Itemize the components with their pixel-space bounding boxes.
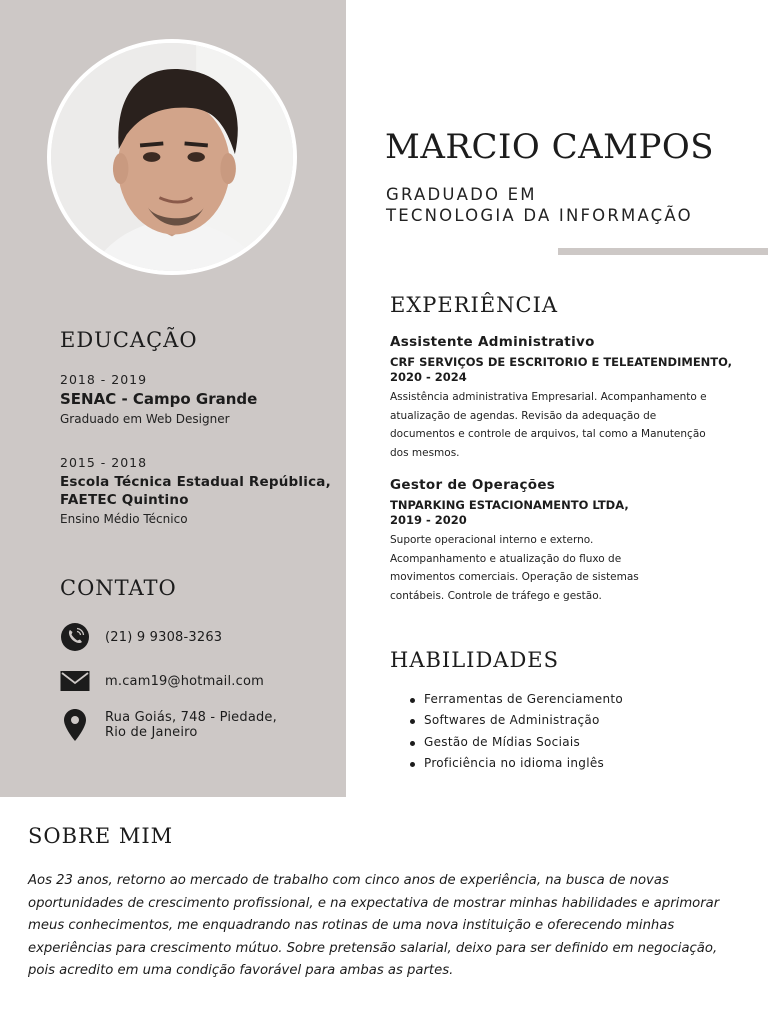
skills-list: [410, 692, 623, 777]
job-company-line1: TNPARKING ESTACIONAMENTO LTDA,: [390, 498, 629, 512]
professional-title: [386, 184, 693, 226]
mail-icon: [60, 670, 90, 692]
job-company-line2: 2019 - 2020: [390, 513, 467, 527]
job-description-line: Suporte operacional interno e externo.: [390, 534, 594, 546]
job-description-line: dos mesmos.: [390, 446, 460, 459]
job-title: Gestor de Operações: [390, 477, 556, 493]
education-years: 2015 - 2018: [60, 455, 148, 470]
about-line: experiências para crescimento mútuo. Sobre pretensão salarial, deixo para ser definido em negociação,: [28, 940, 718, 956]
job-entry: [390, 334, 735, 462]
job-company: [390, 498, 735, 528]
job-company-line1: CRF SERVIÇOS DE ESCRITORIO E TELEATENDIMENTO,: [390, 355, 733, 369]
education-description: Graduado em Web Designer: [60, 412, 230, 426]
education-description: Ensino Médio Técnico: [60, 512, 188, 526]
education-school: SENAC - Campo Grande: [60, 390, 258, 408]
job-description-line: Assistência administrativa Empresarial. Acompanhamento e: [390, 391, 707, 403]
contact-address-line2: Rio de Janeiro: [105, 725, 198, 740]
skill-item: Proficiência no idioma inglês: [410, 756, 623, 777]
about-text: [28, 870, 740, 983]
professional-title-line2: TECNOLOGIA DA INFORMAÇÃO: [386, 206, 693, 225]
skill-item: Softwares de Administração: [410, 713, 623, 734]
about-line: Aos 23 anos, retorno ao mercado de trabalho com cinco anos de experiência, na busca de novas: [28, 873, 669, 888]
about-line: meus conhecimentos, me enquadrando nas rotinas de uma nova instituição e oferecendo minhas: [28, 918, 675, 934]
phone-icon: [60, 622, 90, 652]
education-school-line2: FAETEC Quintino: [60, 492, 189, 508]
job-description-line: documentos e controle de arquivos, tal como a Manutenção: [390, 428, 706, 440]
about-line: oportunidades de crescimento profissional, e na expectativa de mostrar minhas habilidades e aprimorar: [28, 895, 720, 911]
skills-heading: HABILIDADES: [390, 648, 560, 672]
job-title: Assistente Administrativo: [390, 334, 595, 350]
contact-email[interactable]: m.cam19@hotmail.com: [105, 673, 264, 689]
job-description-line: atualização de agendas. Revisão da adequação de: [390, 409, 657, 422]
contact-address: [105, 710, 277, 740]
job-entry: [390, 477, 735, 605]
full-name: MARCIO CAMPOS: [385, 127, 715, 167]
job-description-line: Acompanhamento e atualização do fluxo de: [390, 552, 622, 565]
contact-address-row: [60, 709, 277, 741]
education-school-line1: Escola Técnica Estadual República,: [60, 474, 331, 490]
skill-item: Ferramentas de Gerenciamento: [410, 692, 623, 713]
job-description: [390, 531, 735, 605]
job-company: [390, 355, 735, 385]
education-heading: EDUCAÇÃO: [60, 328, 198, 352]
contact-phone-row: [60, 622, 222, 652]
profile-photo: [47, 39, 297, 275]
experience-heading: EXPERIÊNCIA: [390, 293, 559, 317]
job-description-line: contábeis. Controle de tráfego e gestão.: [390, 589, 602, 602]
about-line: pois acredito em uma condição favorável para ambas as partes.: [28, 963, 454, 979]
profile-photo-illustration: [51, 43, 293, 271]
professional-title-line1: GRADUADO EM: [386, 185, 537, 204]
about-heading: SOBRE MIM: [28, 824, 174, 848]
education-item: [60, 372, 345, 426]
job-description: [390, 388, 735, 462]
header-divider: [558, 248, 768, 255]
job-company-line2: 2020 - 2024: [390, 370, 467, 384]
education-item: [60, 455, 345, 526]
contact-address-line1: Rua Goiás, 748 - Piedade,: [105, 710, 277, 725]
skill-item: Gestão de Mídias Sociais: [410, 735, 623, 756]
location-pin-icon: [60, 709, 90, 741]
contact-phone[interactable]: (21) 9 9308-3263: [105, 629, 223, 645]
job-description-line: movimentos comerciais. Operação de sistemas: [390, 571, 639, 583]
contact-heading: CONTATO: [60, 576, 177, 600]
education-years: 2018 - 2019: [60, 372, 148, 387]
contact-email-row: [60, 670, 264, 692]
